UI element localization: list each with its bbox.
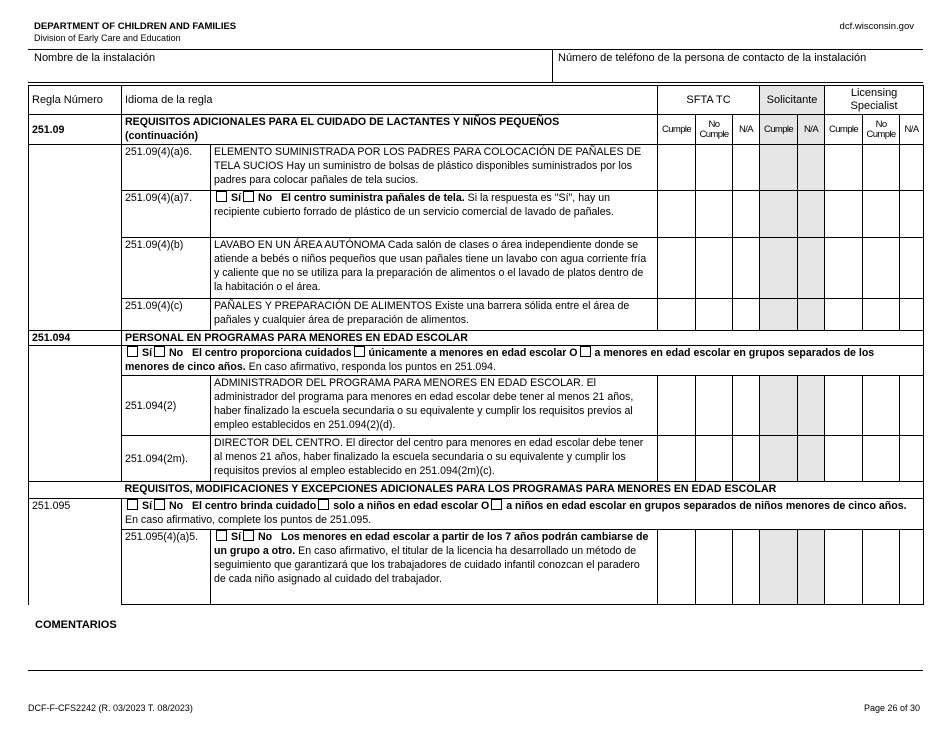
ls-meets-cell[interactable] (825, 376, 863, 436)
ls-not-meets-cell[interactable] (863, 436, 900, 482)
sfta-header: SFTA TC (658, 86, 760, 115)
section-row-requisitos (29, 482, 924, 499)
school-age-only-checkbox[interactable] (354, 346, 365, 357)
sfta-meets-cell[interactable] (658, 145, 696, 191)
sfta-meets-cell[interactable] (658, 191, 696, 238)
sfta-not-meets-cell[interactable] (696, 436, 733, 482)
school-age-only-checkbox[interactable] (318, 499, 329, 510)
sfta-not-meets-cell[interactable] (696, 299, 733, 331)
section-number: 251.094 (29, 331, 122, 346)
applicant-na-header: N/A (798, 115, 825, 145)
ls-not-meets-cell[interactable] (863, 191, 900, 238)
ls-na-cell[interactable] (900, 238, 924, 299)
applicant-na-cell[interactable] (798, 436, 825, 482)
separate-groups-checkbox[interactable] (580, 346, 591, 357)
rule-language-header: Idioma de la regla (122, 86, 658, 115)
applicant-na-cell[interactable] (798, 376, 825, 436)
rule-text: LAVABO EN UN ÁREA AUTÓNOMA Cada salón de clases o área independiente donde se atiende a bebés o niños pequeños que usan pañales tiene un lavabo con agua corriente fría y caliente que no se utiliza para la preparación de alimentos o el lavado de platos dentro de la habitación o el área. (211, 238, 658, 299)
sfta-na-cell[interactable] (733, 191, 760, 238)
ls-not-meets-cell[interactable] (863, 530, 900, 605)
applicant-na-cell[interactable] (798, 191, 825, 238)
no-checkbox[interactable] (243, 530, 254, 541)
sfta-na-cell[interactable] (733, 530, 760, 605)
rule-row (29, 191, 924, 238)
section-title: REQUISITOS, MODIFICACIONES Y EXCEPCIONES ADICIONALES PARA LOS PROGRAMAS PARA MENORES EN EDAD ESCOLAR (122, 482, 924, 499)
licensing-specialist-header: Licensing Specialist (825, 86, 924, 115)
rule-number-header: Regla Número (29, 86, 122, 115)
rule-text: ADMINISTRADOR DEL PROGRAMA PARA MENORES EN EDAD ESCOLAR. El administrador del programa para menores en edad escolar debe tener al menos 21 años, haber finalizado la escuela secundaria o su equivalente y cumplir los requisitos previos al empleo establecidos en 251.094(2)(d). (211, 376, 658, 436)
sfta-na-cell[interactable] (733, 238, 760, 299)
ls-meets-cell[interactable] (825, 238, 863, 299)
separate-groups-checkbox[interactable] (491, 499, 502, 510)
section-row-251-095 (29, 499, 924, 530)
ls-meets-header: Cumple (825, 115, 863, 145)
ls-na-cell[interactable] (900, 299, 924, 331)
rule-row (29, 238, 924, 299)
rule-id: 251.09(4)(b) (122, 238, 211, 299)
sfta-na-cell[interactable] (733, 299, 760, 331)
rule-id: 251.09(4)(a)6. (122, 145, 211, 191)
rule-text: Sí No El centro suministra pañales de tela. Si la respuesta es "Sí", hay un recipiente cubierto forrado de plástico de un servicio comercial de lavado de pañales. (211, 191, 658, 238)
applicant-meets-cell[interactable] (760, 530, 798, 605)
section-question: Sí No El centro brinda cuidado solo a niños en edad escolar O a niños en edad escolar en grupos separados de niños menores de cinco años. En caso afirmativo, complete los puntos de 251.095. (122, 499, 924, 530)
facility-name-field[interactable]: Nombre de la instalación (34, 52, 156, 64)
rule-id: 251.094(2) (122, 376, 211, 436)
section-title: PERSONAL EN PROGRAMAS PARA MENORES EN EDAD ESCOLAR (122, 331, 924, 346)
yes-checkbox[interactable] (216, 191, 227, 202)
applicant-na-cell[interactable] (798, 238, 825, 299)
no-checkbox[interactable] (243, 191, 254, 202)
department-name: DEPARTMENT OF CHILDREN AND FAMILIES (34, 21, 237, 32)
sfta-na-cell[interactable] (733, 376, 760, 436)
applicant-meets-cell[interactable] (760, 191, 798, 238)
rule-row (29, 436, 924, 482)
applicant-header: Solicitante (760, 86, 825, 115)
ls-meets-cell[interactable] (825, 145, 863, 191)
website-link[interactable]: dcf.wisconsin.gov (839, 21, 914, 32)
ls-not-meets-cell[interactable] (863, 145, 900, 191)
applicant-na-cell[interactable] (798, 299, 825, 331)
rule-row (29, 530, 924, 605)
yes-checkbox[interactable] (216, 530, 227, 541)
yes-checkbox[interactable] (127, 346, 138, 357)
section-question-row (29, 346, 924, 376)
rule-text: ELEMENTO SUMINISTRADA POR LOS PADRES PARA COLOCACIÓN DE PAÑALES DE TELA SUCIOS Hay un suministro de bolsas de plástico disponibles suministrados por los padres para colocar pañales de tela sucios. (211, 145, 658, 191)
sfta-meets-header: Cumple (658, 115, 696, 145)
no-checkbox[interactable] (154, 499, 165, 510)
comments-label: COMENTARIOS (35, 619, 117, 631)
ls-meets-cell[interactable] (825, 299, 863, 331)
sfta-meets-cell[interactable] (658, 436, 696, 482)
sfta-meets-cell[interactable] (658, 299, 696, 331)
sfta-na-header: N/A (733, 115, 760, 145)
applicant-meets-cell[interactable] (760, 238, 798, 299)
contact-phone-field[interactable]: Número de teléfono de la persona de contacto de la instalación (558, 52, 867, 64)
rule-id: 251.09(4)(c) (122, 299, 211, 331)
rule-id: 251.09(4)(a)7. (122, 191, 211, 238)
facility-info-row (28, 49, 923, 83)
yes-checkbox[interactable] (127, 499, 138, 510)
ls-na-cell[interactable] (900, 436, 924, 482)
ls-na-cell[interactable] (900, 530, 924, 605)
rule-id: 251.094(2m). (122, 436, 211, 482)
sfta-na-cell[interactable] (733, 145, 760, 191)
rule-text: DIRECTOR DEL CENTRO. El director del centro para menores en edad escolar debe tener al menos 21 años, haber finalizado la escuela secundaria o su equivalente y cumplir los requisitos previos al empleo establecido en 251.094(2m)(c). (211, 436, 658, 482)
rule-row (29, 145, 924, 191)
rules-checklist-table (28, 85, 924, 605)
rule-text: PAÑALES Y PREPARACIÓN DE ALIMENTOS Existe una barrera sólida entre el área de pañales y cualquier área de preparación de alimentos. (211, 299, 658, 331)
division-name: Division of Early Care and Education (34, 33, 181, 43)
applicant-meets-header: Cumple (760, 115, 798, 145)
sfta-not-meets-cell[interactable] (696, 145, 733, 191)
applicant-meets-cell[interactable] (760, 436, 798, 482)
section-question: Sí No El centro proporciona cuidados únicamente a menores en edad escolar O a menores en edad escolar en grupos separados de los menores de cinco años. En caso afirmativo, responda los puntos en 251.094. (122, 346, 924, 376)
ls-meets-cell[interactable] (825, 436, 863, 482)
ls-meets-cell[interactable] (825, 191, 863, 238)
applicant-na-cell[interactable] (798, 530, 825, 605)
section-row-251-094 (29, 331, 924, 346)
no-checkbox[interactable] (154, 346, 165, 357)
applicant-na-cell[interactable] (798, 145, 825, 191)
applicant-meets-cell[interactable] (760, 145, 798, 191)
section-title: REQUISITOS ADICIONALES PARA EL CUIDADO DE LACTANTES Y NIÑOS PEQUEÑOS (continuación) (122, 115, 658, 145)
ls-not-meets-cell[interactable] (863, 238, 900, 299)
rule-text: Sí No Los menores en edad escolar a partir de los 7 años podrán cambiarse de un grupo a otro. En caso afirmativo, el titular de la licencia ha desarrollado un método de seguimiento que garantizará que los trabajadores de cuidado infantil conozcan el paradero de cada niño asignado al cuidado del trabajador. (211, 530, 658, 605)
page-number: Page 26 of 30 (863, 703, 920, 713)
rule-row (29, 376, 924, 436)
ls-not-meets-cell[interactable] (863, 299, 900, 331)
rule-row (29, 299, 924, 331)
section-number: 251.095 (29, 499, 122, 530)
section-row-251-09 (29, 115, 924, 145)
ls-meets-cell[interactable] (825, 530, 863, 605)
form-id: DCF-F-CFS2242 (R. 03/2023 T. 08/2023) (28, 703, 193, 713)
table-header-row (29, 86, 924, 115)
ls-na-cell[interactable] (900, 191, 924, 238)
ls-not-meets-header: No Cumple (863, 115, 900, 145)
ls-na-cell[interactable] (900, 376, 924, 436)
sfta-not-meets-cell[interactable] (696, 238, 733, 299)
applicant-meets-cell[interactable] (760, 376, 798, 436)
ls-na-cell[interactable] (900, 145, 924, 191)
ls-not-meets-cell[interactable] (863, 376, 900, 436)
sfta-not-meets-cell[interactable] (696, 530, 733, 605)
sfta-not-meets-cell[interactable] (696, 191, 733, 238)
sfta-meets-cell[interactable] (658, 376, 696, 436)
applicant-meets-cell[interactable] (760, 299, 798, 331)
sfta-na-cell[interactable] (733, 436, 760, 482)
rule-id: 251.095(4)(a)5. (122, 530, 211, 605)
sfta-meets-cell[interactable] (658, 530, 696, 605)
comments-area-divider (28, 670, 923, 671)
sfta-not-meets-cell[interactable] (696, 376, 733, 436)
sfta-not-meets-header: No Cumple (696, 115, 733, 145)
sfta-meets-cell[interactable] (658, 238, 696, 299)
ls-na-header: N/A (900, 115, 924, 145)
section-number: 251.09 (29, 115, 122, 145)
